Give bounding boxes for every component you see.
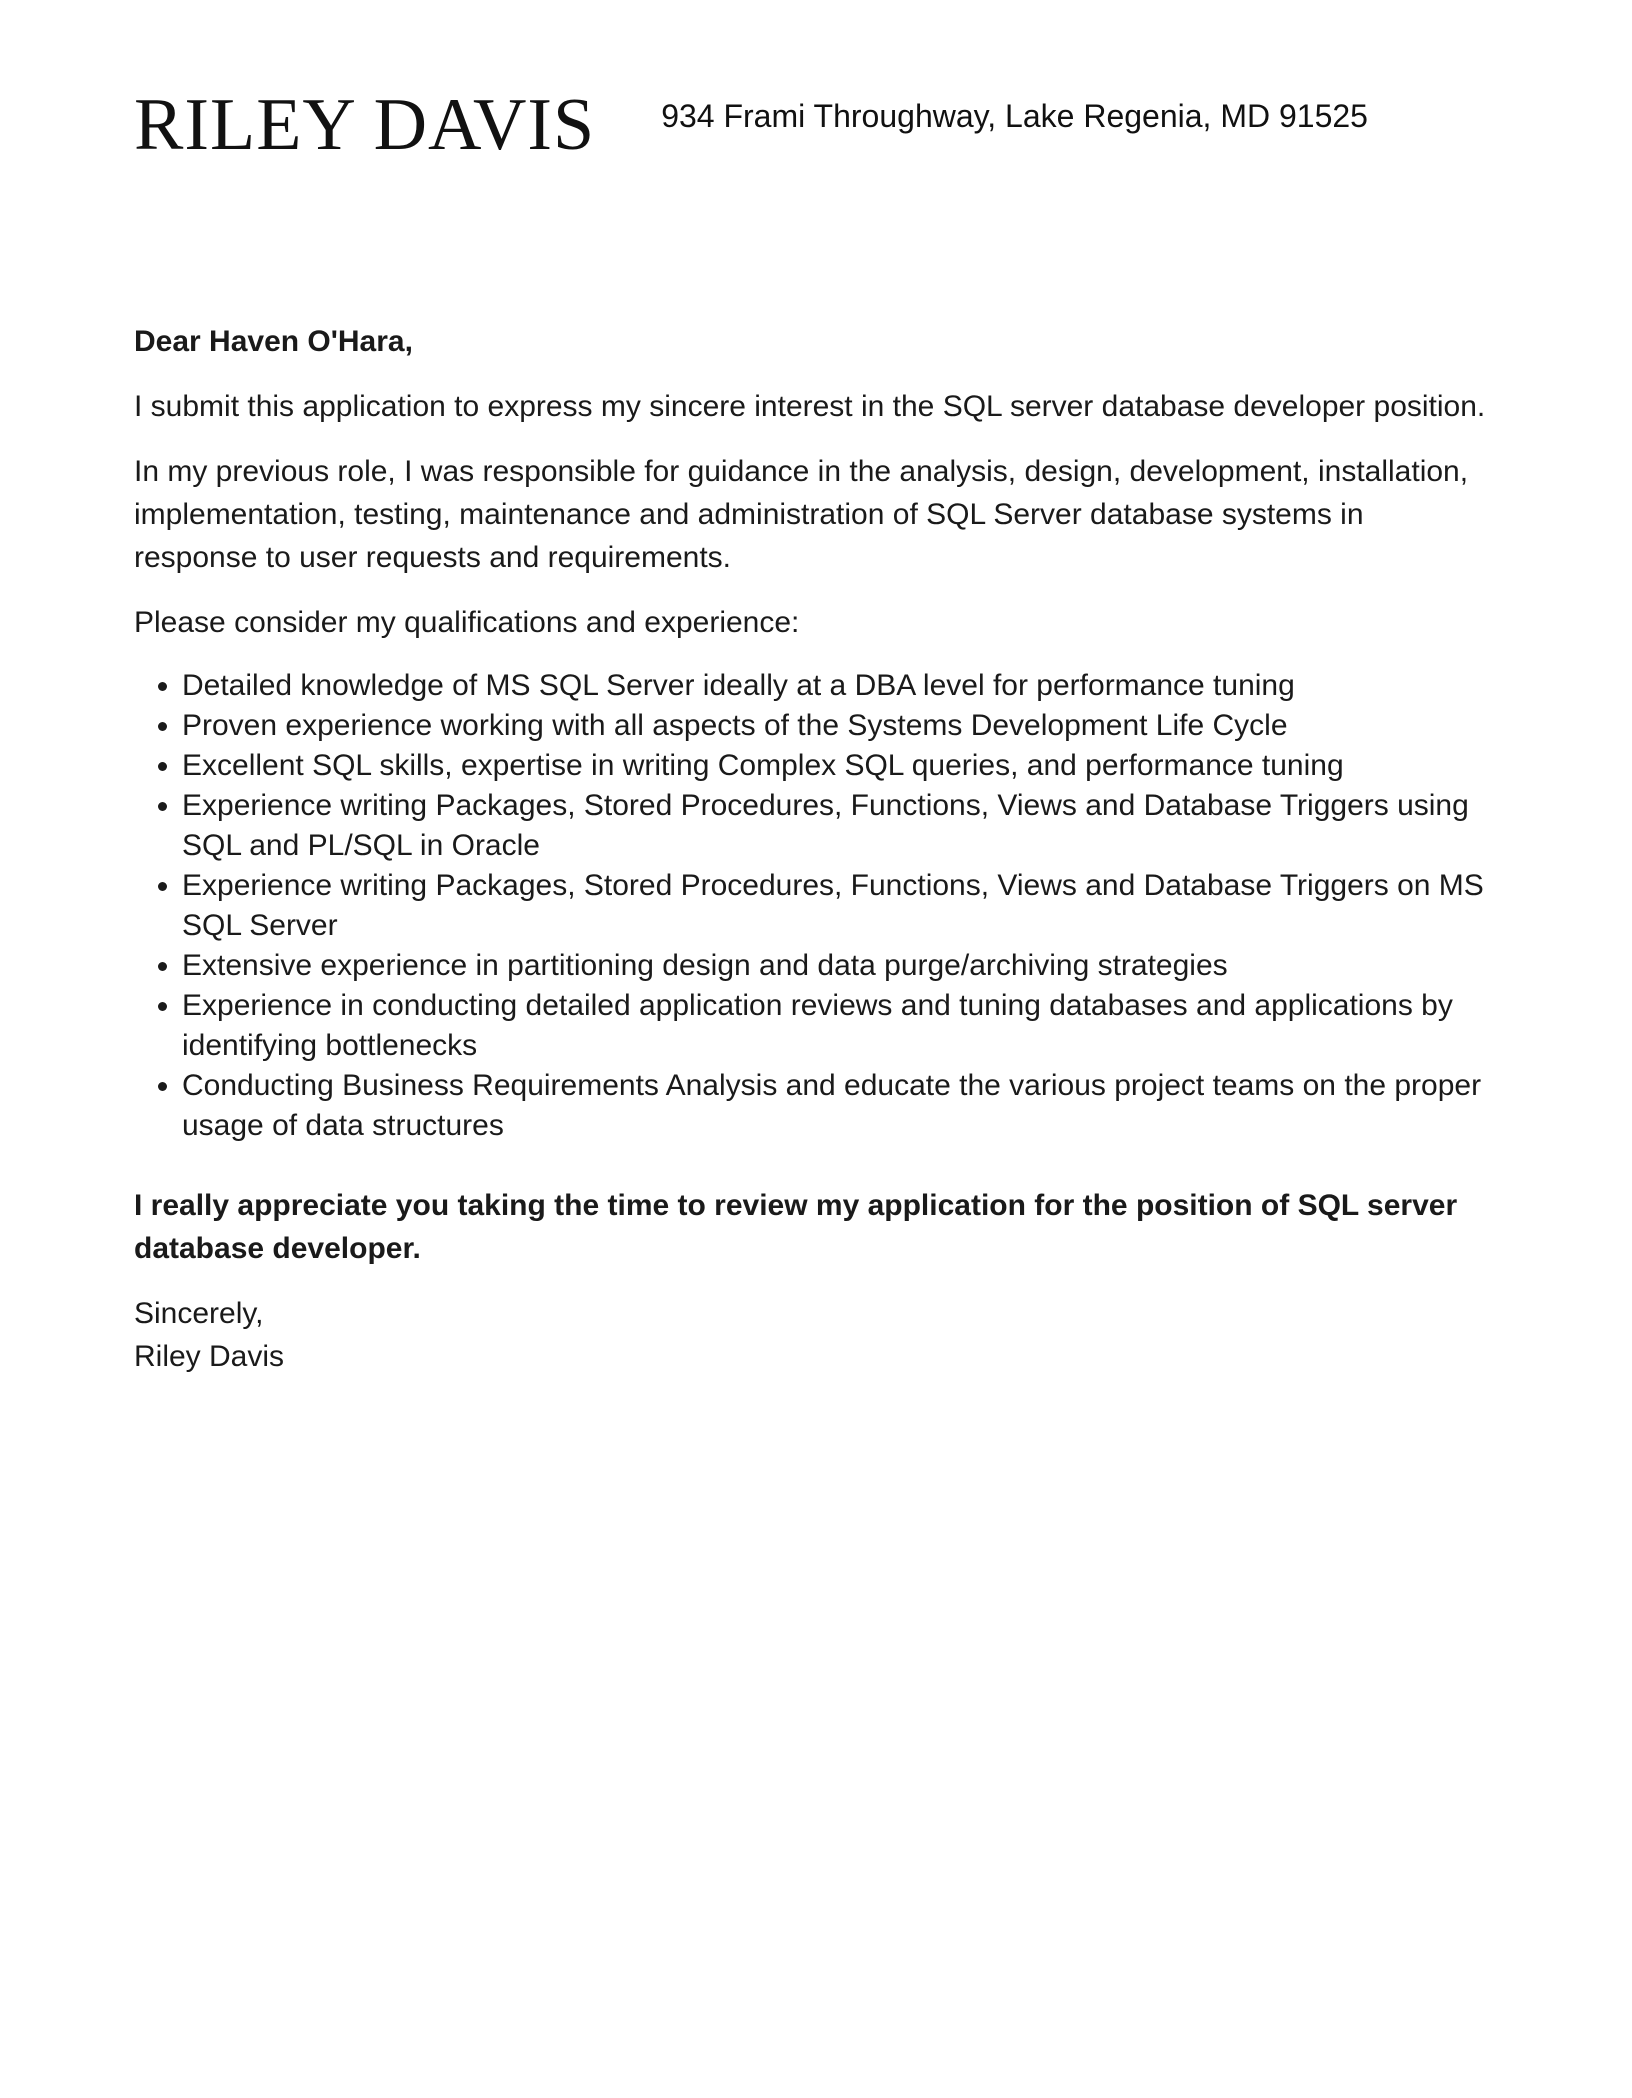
signoff: Sincerely, [134,1297,264,1330]
signature-name: Riley Davis [134,1340,285,1373]
letter-header [134,84,1514,166]
list-item: • Extensive experience in partitioning design and data purge/archiving strategies [182,946,1494,986]
list-item: • Conducting Business Requirements Analysis and educate the various project teams on the proper usage of data structures [182,1066,1494,1146]
letter-body [134,320,1494,1378]
applicant-address: 934 Frami Throughway, Lake Regenia, MD 91525 [661,98,1368,134]
qualifications-intro: Please consider my qualifications and experience: [134,606,800,639]
list-item: • Proven experience working with all aspects of the Systems Development Life Cycle [182,706,1494,746]
previous-role-paragraph: In my previous role, I was responsible for guidance in the analysis, design, development, installation, implementation, testing, maintenance and administration of SQL Server database systems in response to user requests and requirements. [134,455,1469,574]
list-item: • Experience writing Packages, Stored Procedures, Functions, Views and Database Triggers on MS SQL Server [182,866,1494,946]
salutation: Dear Haven O'Hara, [134,325,413,358]
list-item: • Experience in conducting detailed application reviews and tuning databases and applications by identifying bottlenecks [182,986,1494,1066]
list-item: • Excellent SQL skills, expertise in writing Complex SQL queries, and performance tuning [182,746,1494,786]
intro-paragraph: I submit this application to express my sincere interest in the SQL server database developer position. [134,390,1486,423]
list-item: • Experience writing Packages, Stored Procedures, Functions, Views and Database Triggers using SQL and PL/SQL in Oracle [182,786,1494,866]
list-item: • Detailed knowledge of MS SQL Server ideally at a DBA level for performance tuning [182,666,1494,706]
applicant-name: RILEY DAVIS [134,84,596,166]
qualifications-list [134,666,1494,1146]
closing-paragraph: I really appreciate you taking the time to review my application for the position of SQL server database developer. [134,1189,1458,1265]
